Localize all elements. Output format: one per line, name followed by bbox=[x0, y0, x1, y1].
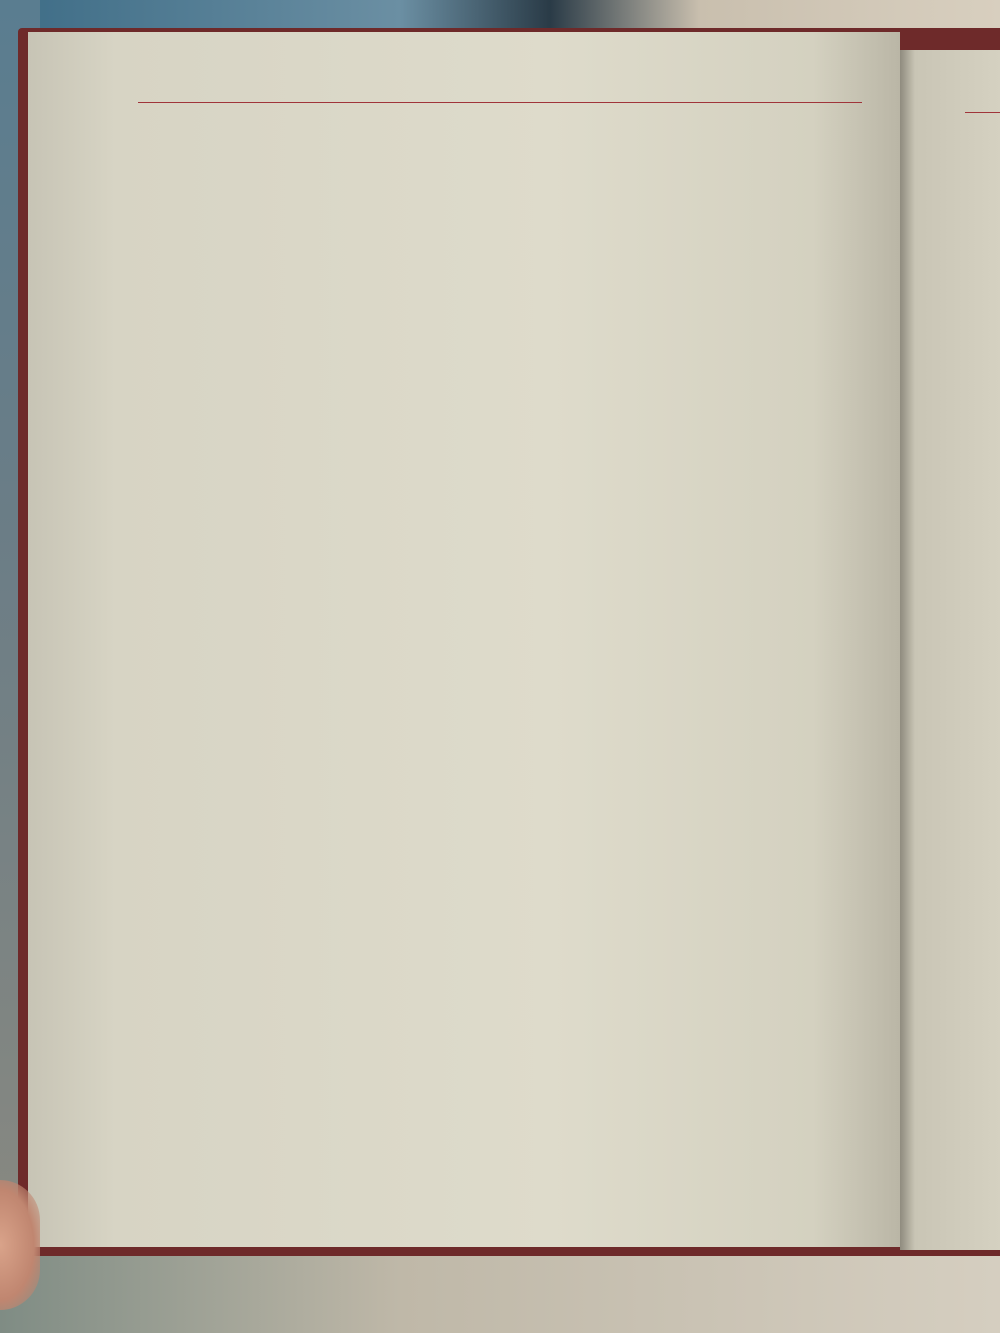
thumb bbox=[0, 1180, 40, 1310]
book-page bbox=[28, 32, 900, 1247]
background-bottom bbox=[0, 1250, 1000, 1333]
facing-page-rule bbox=[965, 112, 1000, 113]
running-header bbox=[0, 83, 1000, 95]
toc-content bbox=[138, 125, 864, 165]
facing-page bbox=[900, 50, 1000, 1250]
header-rule bbox=[138, 102, 862, 103]
